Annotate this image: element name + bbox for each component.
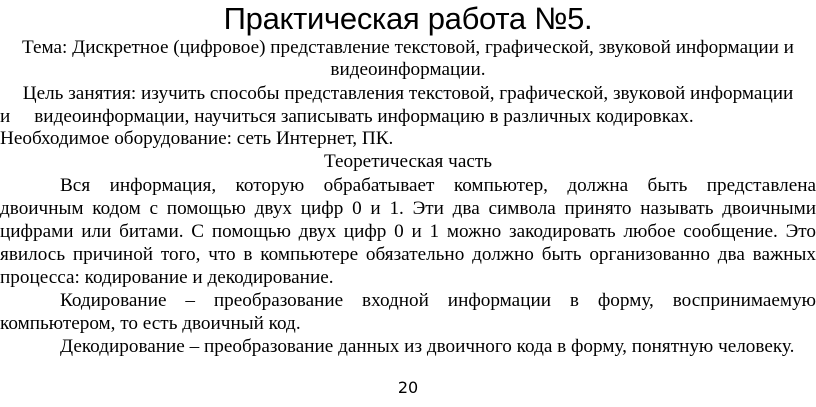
- goal-line-2: и видеоинформации, научиться записывать информацию в различных кодировках.: [0, 106, 694, 127]
- paragraph-1-line-4: явилось причиной того, что в компьютере обязательно должно быть организованно два важных: [0, 244, 816, 265]
- paragraph-1-line-1: Вся информация, которую обрабатывает компьютер, должна быть представлена: [60, 175, 816, 196]
- section-heading: Теоретическая часть: [323, 151, 492, 172]
- topic-line-2: видеоинформации.: [330, 59, 486, 80]
- paragraph-1-line-2: двоичным кодом с помощью двух цифр 0 и 1. Эти два символа принято называть двоичными: [0, 198, 816, 219]
- paragraph-2-line-2: компьютером, то есть двоичный код.: [0, 313, 301, 334]
- page-number: 20: [397, 378, 419, 397]
- paragraph-1-line-3: цифрами или битами. С помощью двух цифр 0 и 1 можно закодировать любое сообщение. Это: [0, 221, 816, 242]
- equipment-line: Необходимое оборудование: сеть Интернет, ПК.: [0, 128, 394, 149]
- document-title: Практическая работа №5.: [223, 1, 593, 36]
- paragraph-2-line-1: Кодирование – преобразование входной информации в форму, воспринимаемую: [60, 290, 816, 311]
- paragraph-3-line-1: Декодирование – преобразование данных из двоичного кода в форму, понятную человеку.: [60, 336, 795, 357]
- topic-line-1: Тема: Дискретное (цифровое) представление текстовой, графической, звуковой информации и: [22, 37, 794, 58]
- paragraph-1-line-5: процесса: кодирование и декодирование.: [0, 267, 334, 288]
- goal-line-1: Цель занятия: изучить способы представления текстовой, графической, звуковой информации: [22, 83, 794, 104]
